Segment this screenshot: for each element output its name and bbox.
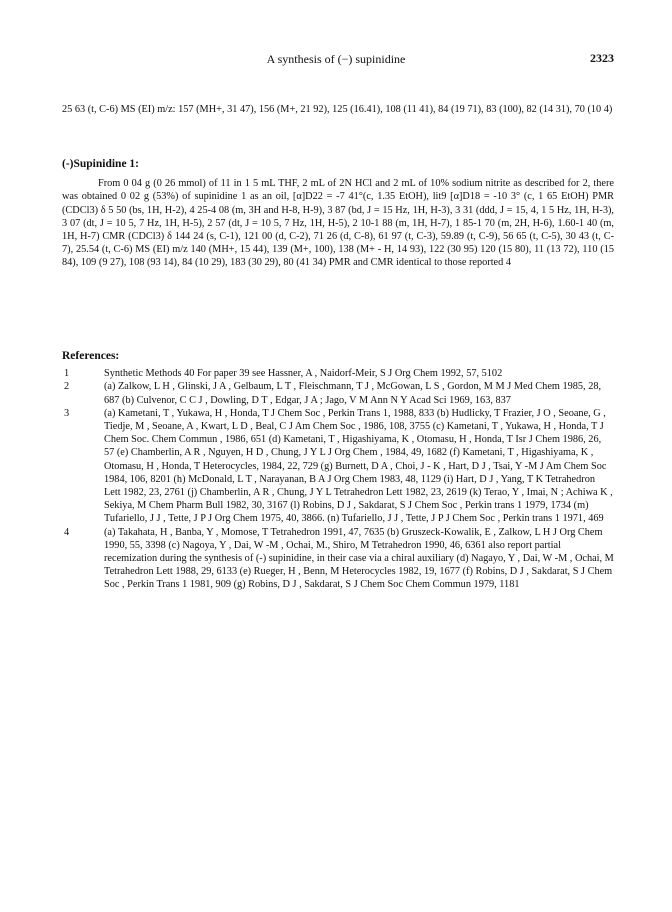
intro-paragraph (62, 103, 614, 116)
supinidine-section (62, 158, 614, 270)
supinidine-heading: (-)Supinidine 1: (62, 158, 140, 170)
reference-number: 1 (64, 368, 70, 380)
reference-number: 2 (64, 381, 70, 393)
reference-number: 3 (64, 407, 70, 419)
reference-item-3 (62, 407, 614, 526)
reference-text: (a) Takahata, H , Banba, Y , Momose, T Tetrahedron 1991, 47, 7635 (b) Gruszeck-Kowalik, E , Zalkow, L H J Org Chem 1990, 55, 3398 (c) Nagoya, Y , Dai, W -M , Ochai, M., Shiro, M Tetrahedron 1990, 46, 6361 also report partial recemization during the synthesis of (-) supinidine, in their case via a chiral auxiliary (d) Nagayo, Y , Dai, W -M , Ochai, M Tetrahedron Lett 1988, 29, 6133 (e) Rueger, H , Benn, M Heterocycles 1982, 19, 1677 (f) Robins, D J , Sakdarat, S J Chem Soc , Perkin Trans 1 1981, 909 (g) Robins, D J , Sakdarat, S J Chem Soc Chem Commun 1979, 1181 (104, 526, 614, 591)
reference-number: 4 (64, 526, 70, 538)
intro-text: 25 63 (t, C-6) MS (EI) m/z: 157 (MH+, 31 47), 156 (M+, 21 92), 125 (16.41), 108 (11 41), 84 (19 71), 83 (100), 82 (14 31), 70 (10 4) (62, 104, 613, 115)
reference-text: (a) Kametani, T , Yukawa, H , Honda, T J Chem Soc , Perkin Trans 1, 1988, 833 (b) Hudlicky, T Frazier, J O , Seoane, G , Tiedje, M , Seoane, A , Kwart, L D , Beal, C J Am Chem Soc , 1986, 108, 3755 (c) Kametani, T , Yukawa, H , Honda, T J Chem Soc. Chem Commun , 1986, 651 (d) Kametani, T , Higashiyama, K , Otomasu, H , Honda, T Isr J Chem 1986, 26, 57 (e) Chamberlin, A R , Nguyen, H D , Chung, J Y L J Org Chem , 1984, 49, 1682 (f) Kametani, T , Higashiyama, K , Otomasu, H , Honda, T Heterocycles, 1984, 22, 729 (g) Burnett, D A , Choi, J - K , Hart, D J , Tsai, Y -M J Am Chem Soc 1984, 106, 8201 (h) McDonald, L T , Narayanan, B A J Org Chem 1983, 48, 1129 (i) Hart, D J , Yang, T K Tetrahedron Lett 1982, 23, 2761 (j) Chamberlin, A R , Chung, J Y L Tetrahedron Lett 1982, 23, 2619 (k) Terao, Y , Imai, N ; Achiwa K , Sekiya, M Chem Pharm Bull 1982, 30, 3167 (l) Robins, D J , Sakdarat, S J Chem Soc , Perkin trans 1 1979, 1734 (m) Tufariello, J J , Tette, J P J Org Chem 1975, 40, 3866. (n) Tufariello, J J , Tette, J P J Chem Soc , Perkin trans 1 1971, 469 (104, 407, 613, 525)
reference-item-2 (62, 380, 614, 406)
reference-item-4 (62, 526, 614, 592)
references-section (62, 350, 614, 592)
running-title: A synthesis of (−) supinidine (266, 52, 406, 66)
page-number: 2323 (590, 51, 614, 65)
reference-item-1 (62, 367, 614, 380)
supinidine-paragraph: From 0 04 g (0 26 mmol) of 11 in 1 5 mL THF, 2 mL of 2N HCl and 2 mL of 10% sodium nitrite as described for 2, there was obtained 0 02 g (53%) of supinidine 1 as an oil, [α]D22 = -7 41°(c, 1.35 EtOH), lit9 [α]D18 = -10 3° (c, 1 65 EtOH) PMR (CDCl3) δ 5 50 (bs, 1H, H-2), 4 25-4 08 (m, 3H and H-8, H-9), 3 87 (bd, J = 15 Hz, 1H, H-3), 3 31 (ddd, J = 15, 4, 1 5 Hz, 1H, H-3), 3 07 (dt, J = 10 5, 7 Hz, 1H, H-5), 2 57 (dt, J = 10 5, 7 Hz, 1H, H-5), 2 10-1 88 (m, 1H, H-7), 1 85-1 70 (m, 2H, H-6), 1.60-1 40 (m, 1H, H-7) CMR (CDCl3) δ 144 24 (s, C-1), 121 00 (d, C-2), 71 26 (d, C-8), 61 97 (t, C-3), 59.89 (t, C-9), 56 65 (t, C-5), 30 43 (t, C-7), 25.54 (t, C-6) MS (EI) m/z 140 (MH+, 15 44), 139 (M+, 100), 138 (M+ - H, 14 93), 122 (30 95) 120 (15 80), 11 (13 72), 110 (15 84), 109 (9 27), 108 (93 14), 84 (10 29), 183 (30 29), 80 (41 34) PMR and CMR identical to those reported 4 (62, 178, 614, 269)
reference-text: (a) Zalkow, L H , Glinski, J A , Gelbaum, L T , Fleischmann, T J , McGowan, L S , Gordon, M M J Med Chem 1985, 28, 687 (b) Culvenor, C C J , Dowling, D T , Edgar, J A ; Jago, V M Ann N Y Acad Sci 1969, 163, 837 (104, 381, 602, 406)
reference-text: Synthetic Methods 40 For paper 39 see Hassner, A , Naidorf-Meir, S J Org Chem 1992, 57, 5102 (104, 368, 503, 380)
references-heading: References: (62, 350, 120, 362)
